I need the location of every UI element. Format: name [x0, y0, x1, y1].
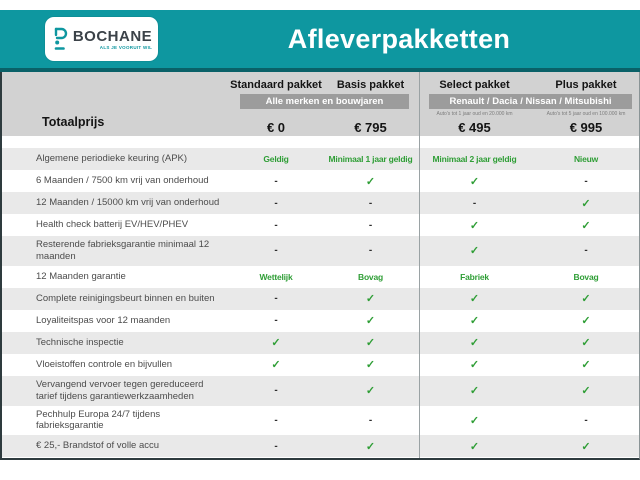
group-badge-brands: Renault / Dacia / Nissan / Mitsubishi [429, 94, 632, 109]
dash-mark: - [584, 175, 588, 187]
dash-mark: - [274, 293, 278, 305]
column-subtitle-standaard [230, 111, 322, 120]
column-subtitle-basis [322, 111, 419, 120]
check-icon: ✓ [365, 293, 376, 306]
dash-mark: - [274, 385, 278, 397]
row-label: 12 Maanden / 15000 km vrij van onderhoud [36, 197, 220, 209]
column-title-plus: Plus pakket [555, 79, 617, 91]
column-title-standaard: Standaard pakket [230, 79, 322, 91]
packages-table [0, 72, 640, 460]
row-label: 12 Maanden garantie [36, 270, 126, 282]
table-row [2, 332, 639, 354]
check-icon: ✓ [365, 359, 376, 372]
check-icon: ✓ [271, 359, 281, 372]
table-row [2, 435, 639, 457]
check-icon: ✓ [365, 175, 376, 188]
check-icon: ✓ [365, 337, 376, 350]
check-icon: ✓ [581, 219, 591, 232]
column-title-basis: Basis pakket [336, 79, 405, 91]
top-white-strip [0, 0, 640, 10]
total-price-label: Totaalprijs [42, 115, 105, 129]
row-label: Vervangend vervoer tegen gereduceerd tarief tijdens garantiewerkzaamheden [36, 378, 204, 402]
table-rows [2, 148, 639, 457]
table-row [2, 288, 639, 310]
dash-mark: - [274, 197, 278, 209]
check-icon: ✓ [469, 385, 480, 398]
dash-mark: - [274, 315, 278, 327]
check-icon: ✓ [581, 440, 591, 453]
dash-mark: - [274, 414, 278, 426]
dash-mark: - [584, 245, 588, 257]
feature-value: Geldig [263, 154, 289, 164]
row-label: Resterende fabrieksgarantie minimaal 12 maanden [36, 239, 210, 262]
row-label: Vloeistoffen controle en bijvullen [36, 358, 173, 370]
table-row [2, 192, 639, 214]
dash-mark: - [274, 175, 278, 187]
check-icon: ✓ [581, 337, 591, 350]
feature-value: Minimaal 2 jaar geldig [432, 154, 517, 164]
dash-mark: - [368, 219, 373, 231]
table-row [2, 266, 639, 288]
check-icon: ✓ [365, 315, 376, 328]
check-icon: ✓ [365, 385, 376, 398]
brand-name: BOCHANE [72, 27, 153, 45]
check-icon: ✓ [581, 359, 591, 372]
feature-value: Wettelijk [259, 271, 293, 282]
table-row [2, 236, 639, 266]
dash-mark: - [368, 197, 373, 209]
table-row [2, 376, 639, 406]
check-icon: ✓ [469, 315, 480, 328]
table-row [2, 354, 639, 376]
dash-mark: - [368, 414, 373, 426]
feature-value: Minimaal 1 jaar geldig [328, 154, 413, 164]
row-label: Algemene periodieke keuring (APK) [36, 153, 188, 165]
table-row [2, 170, 639, 192]
check-icon: ✓ [581, 315, 591, 328]
check-icon: ✓ [469, 293, 480, 306]
logo-text [73, 29, 152, 50]
check-icon: ✓ [469, 337, 480, 350]
title-zone [158, 24, 640, 55]
feature-value: Bovag [358, 271, 383, 282]
price-standaard: € 0 [266, 120, 286, 135]
dash-mark: - [584, 414, 588, 426]
row-label: Health check batterij EV/HEV/PHEV [36, 219, 189, 231]
table-row [2, 148, 639, 170]
check-icon: ✓ [581, 293, 591, 306]
check-icon: ✓ [365, 440, 376, 453]
column-group-divider [419, 72, 420, 458]
package-group-all-brands [230, 72, 419, 136]
dash-mark: - [368, 245, 373, 257]
row-label: 6 Maanden / 7500 km vrij van onderhoud [36, 175, 209, 187]
table-row [2, 214, 639, 236]
feature-value: Fabriek [460, 271, 489, 282]
table-header-band [2, 72, 639, 136]
bochane-logo [45, 17, 158, 61]
check-icon: ✓ [469, 245, 480, 258]
check-icon: ✓ [581, 197, 591, 210]
price-basis: € 795 [354, 120, 387, 135]
dash-mark: - [274, 440, 278, 452]
column-subtitle-select: Auto's tot 1 jaar oud en 20.000 km [436, 111, 513, 117]
check-icon: ✓ [469, 440, 480, 453]
bochane-logo-icon [51, 25, 69, 53]
column-title-select: Select pakket [439, 79, 510, 91]
check-icon: ✓ [469, 414, 480, 427]
table-row [2, 406, 639, 436]
group-badge-all-brands: Alle merken en bouwjaren [240, 94, 409, 109]
row-label: Pechhulp Europa 24/7 tijdens fabrieksgarantie [36, 408, 161, 432]
dash-mark: - [472, 197, 477, 209]
page-title: Afleverpakketten [287, 23, 511, 54]
feature-value: Nieuw [573, 154, 599, 164]
package-group-renault-dacia-nissan-mitsubishi [419, 72, 640, 136]
column-subtitle-plus: Auto's tot 5 jaar oud en 100.000 km [546, 111, 626, 117]
check-icon: ✓ [469, 175, 480, 188]
check-icon: ✓ [581, 385, 591, 398]
table-row [2, 310, 639, 332]
header-bar [0, 10, 640, 72]
dash-mark: - [274, 245, 278, 257]
row-label: € 25,- Brandstof of volle accu [36, 440, 160, 452]
dash-mark: - [274, 219, 278, 231]
row-label: Technische inspectie [36, 336, 124, 348]
feature-value: Bovag [573, 271, 599, 282]
row-label: Loyaliteitspas voor 12 maanden [36, 314, 171, 326]
check-icon: ✓ [271, 337, 281, 350]
row-label: Complete reinigingsbeurt binnen en buiten [36, 292, 215, 304]
check-icon: ✓ [469, 219, 480, 232]
price-select: € 495 [458, 120, 491, 135]
price-plus: € 995 [569, 120, 603, 135]
check-icon: ✓ [469, 359, 480, 372]
brand-tagline: ALS JE VOORUIT WIL [99, 44, 153, 50]
